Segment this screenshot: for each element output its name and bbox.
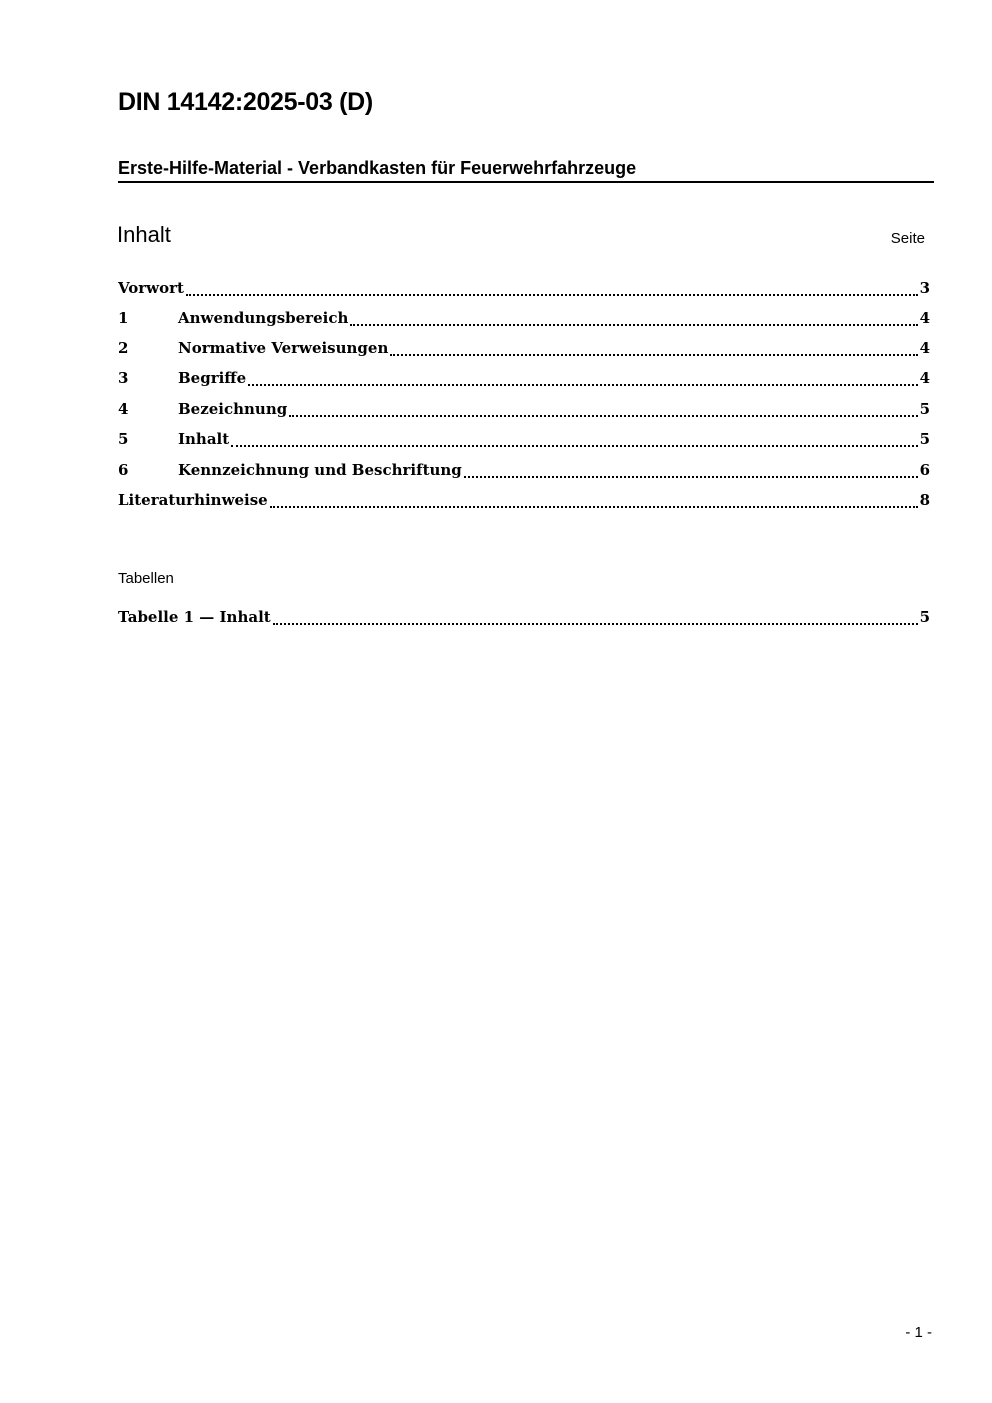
toc-entry-normative-verweisungen[interactable]: [118, 339, 930, 361]
toc-entry-page: 8: [919, 491, 930, 509]
toc-entry-number: 1: [118, 309, 129, 327]
toc-entry-page: 4: [919, 339, 930, 357]
dot-leader: [390, 353, 917, 356]
toc-entry-page: 5: [919, 430, 930, 448]
toc-entry-number: 3: [118, 369, 129, 387]
dot-leader: [350, 323, 917, 326]
toc-entry-text: Literaturhinweise: [118, 491, 268, 509]
toc-entry-anwendungsbereich[interactable]: [118, 309, 930, 331]
table-list-entry[interactable]: [118, 608, 930, 630]
toc-entry-number: 5: [118, 430, 129, 448]
document-title: DIN 14142:2025-03 (D): [118, 88, 373, 116]
toc-entry-kennzeichnung[interactable]: [118, 461, 930, 483]
dot-leader: [186, 293, 918, 296]
tables-heading: Tabellen: [118, 570, 174, 587]
toc-entry-page: 4: [919, 309, 930, 327]
dot-leader: [270, 505, 918, 508]
toc-entry-text: Vorwort: [118, 279, 184, 297]
dot-leader: [289, 414, 917, 417]
toc-entry-vorwort[interactable]: [118, 279, 930, 301]
page-column-label: Seite: [890, 230, 925, 247]
toc-entry-number: 4: [118, 400, 129, 418]
toc-entry-page: 5: [919, 400, 930, 418]
toc-entry-text: Normative Verweisungen: [178, 339, 389, 357]
dot-leader: [464, 475, 918, 478]
toc-entry-begriffe[interactable]: [118, 369, 930, 391]
toc-entry-page: 3: [919, 279, 930, 297]
table-entry-text: Tabelle 1 — Inhalt: [118, 608, 271, 626]
toc-entry-text: Bezeichnung: [178, 400, 288, 418]
toc-entry-inhalt[interactable]: [118, 430, 930, 452]
toc-entry-text: Begriffe: [178, 369, 247, 387]
toc-entry-number: 2: [118, 339, 129, 357]
toc-heading: Inhalt: [117, 222, 171, 247]
toc-entry-number: 6: [118, 461, 129, 479]
toc-entry-text: Anwendungsbereich: [178, 309, 349, 327]
toc-entry-text: Kennzeichnung und Beschriftung: [178, 461, 462, 479]
toc-entry-text: Inhalt: [178, 430, 230, 448]
toc-entry-bezeichnung[interactable]: [118, 400, 930, 422]
page-number: - 1 -: [905, 1324, 932, 1341]
document-subtitle: Erste-Hilfe-Material - Verbandkasten für Feuerwehrfahrzeuge: [118, 158, 934, 183]
dot-leader: [273, 622, 918, 625]
dot-leader: [248, 383, 917, 386]
toc-entry-literaturhinweise[interactable]: [118, 491, 930, 513]
dot-leader: [231, 444, 917, 447]
toc-entry-page: 6: [919, 461, 930, 479]
toc-entry-page: 4: [919, 369, 930, 387]
table-entry-page: 5: [919, 608, 930, 626]
